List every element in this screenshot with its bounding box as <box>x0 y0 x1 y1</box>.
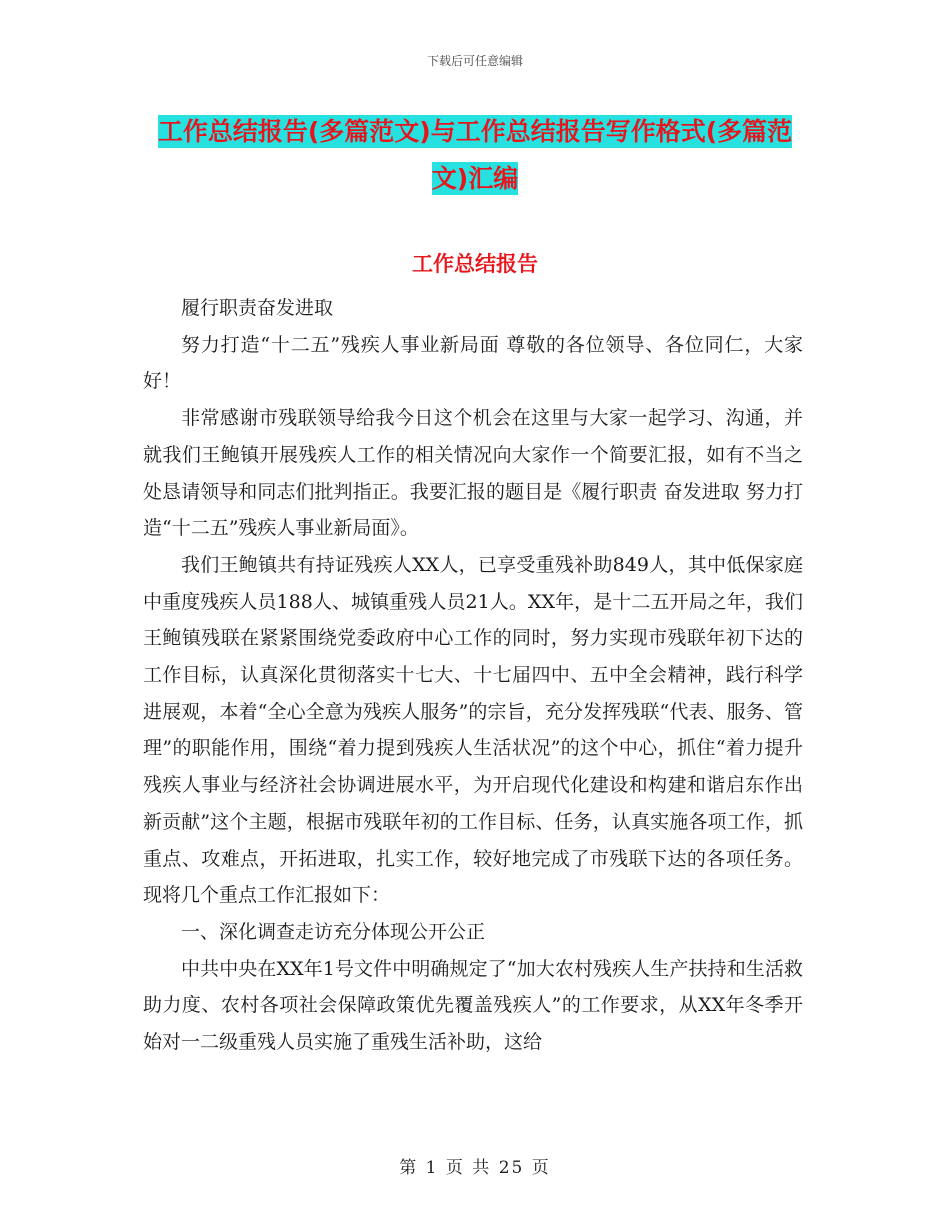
paragraph: 一、深化调查走访充分体现公开公正 <box>181 920 486 943</box>
paragraph: 我们王鲍镇共有持证残疾人XX人，已享受重残补助849人，其中低保家庭中重度残疾人员188人、城镇重残人员21人。XX年，是十二五开局之年，我们王鲍镇残联在紧紧围绕党委政府中心工作的同时，努力实现市残联年初下达的工作目标，认真深化贯彻落实十七大、十七届四中、五中全会精神，践行科学进展观，本着“全心全意为残疾人服务”的宗旨，充分发挥残联“代表、服务、管理”的职能作用，围绕“着力提到残疾人生活状况”的这个中心，抓住“着力提升残疾人事业与经济社会协调进展水平，为开启现代化建设和构建和谐启东作出新贡献”这个主题，根据市残联年初的工作目标、任务，认真实施各项工作，抓重点、攻难点，开拓进取，扎实工作，较好地完成了市残联下达的各项任务。现将几个重点工作汇报如下： <box>143 553 803 907</box>
body-text <box>143 290 803 1061</box>
paragraph: 非常感谢市残联领导给我今日这个机会在这里与大家一起学习、沟通，并就我们王鲍镇开展残疾人工作的相关情况向大家作一个简要汇报，如有不当之处恳请领导和同志们批判指正。我要汇报的题目是《履行职责 奋发进取 努力打造“十二五”残疾人事业新局面》。 <box>143 407 803 540</box>
document-title-text: 工作总结报告(多篇范文)与工作总结报告写作格式(多篇范文)汇编 <box>157 117 793 193</box>
section-title: 工作总结报告 <box>412 252 538 276</box>
paragraph: 中共中央在XX年1号文件中明确规定了“加大农村残疾人生产扶持和生活救助力度、农村各项社会保障政策优先覆盖残疾人”的工作要求，从XX年冬季开始对一二级重残人员实施了重残生活补助，这给 <box>143 957 803 1054</box>
paragraph: 履行职责奋发进取 <box>181 297 334 319</box>
header-note: 下载后可任意编辑 <box>426 54 523 68</box>
document-title <box>140 108 810 202</box>
paragraph: 努力打造“十二五”残疾人事业新局面 尊敬的各位领导、各位同仁，大家好！ <box>143 333 803 393</box>
page-number: 第 1 页 共 25 页 <box>399 1158 551 1178</box>
